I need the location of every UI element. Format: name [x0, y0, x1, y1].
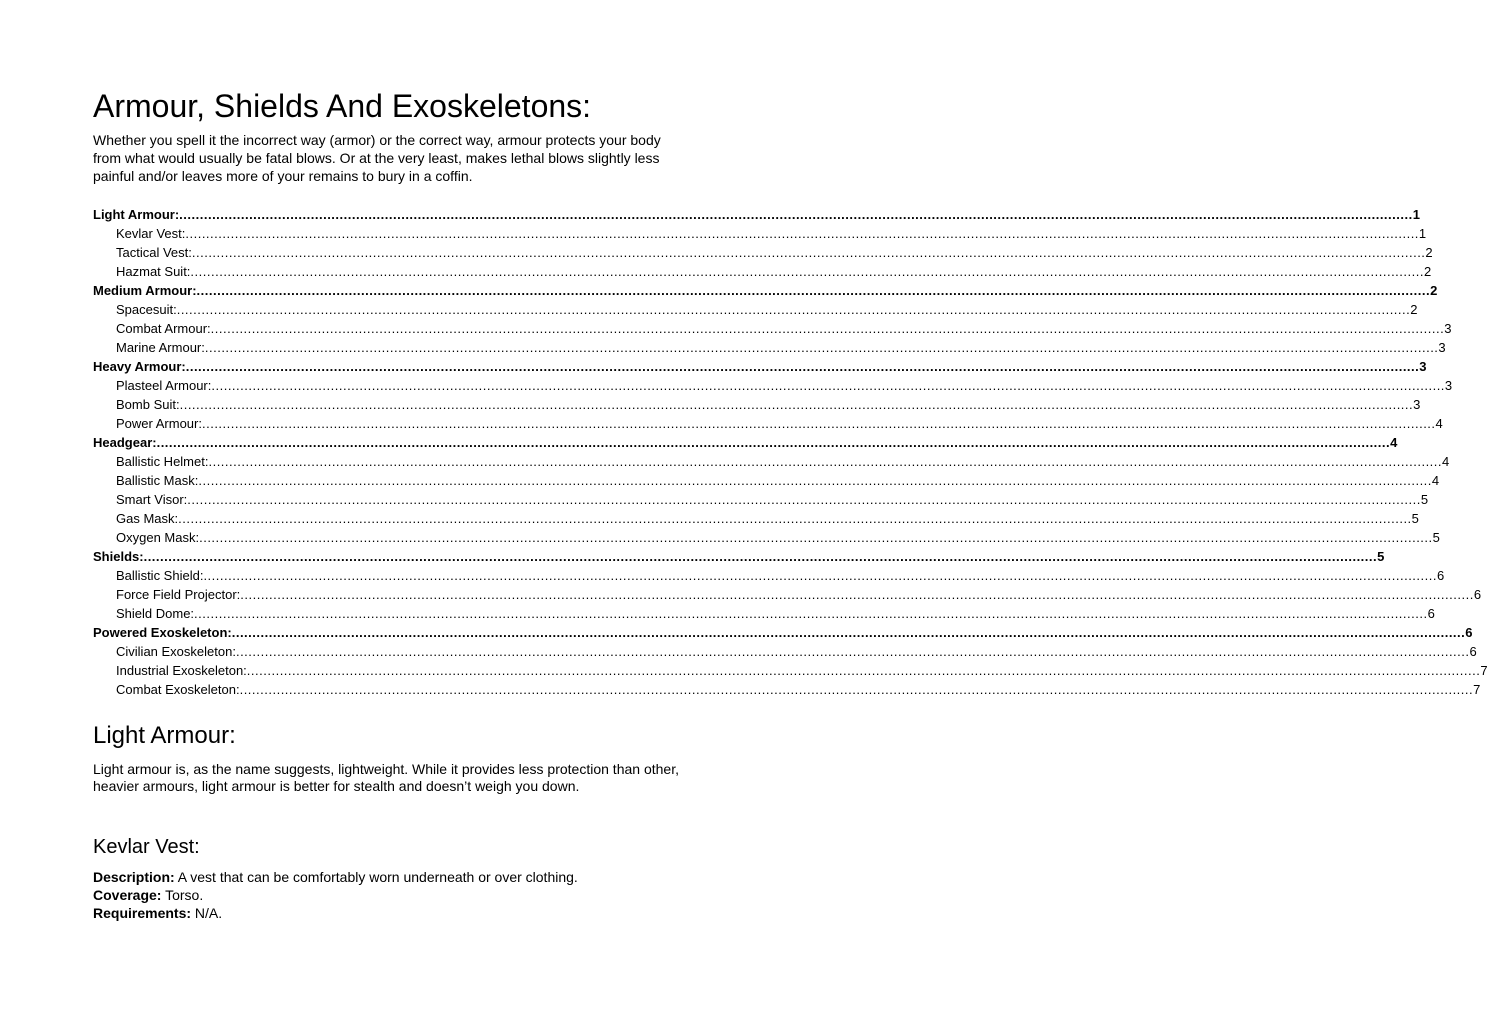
detail-value: N/A. — [191, 905, 223, 921]
toc-section-entry[interactable] — [93, 433, 1398, 452]
detail-row — [93, 868, 683, 886]
subsection-heading: Kevlar Vest: — [93, 836, 200, 858]
toc-page-number: 3 — [1444, 378, 1453, 393]
document-title: Armour, Shields And Exoskeletons: — [93, 88, 592, 124]
toc-entry-label: Powered Exoskeleton: — [93, 625, 232, 640]
toc-subsection-entry[interactable] — [93, 642, 1477, 661]
toc-entry-label: Ballistic Helmet: — [116, 454, 209, 469]
toc-subsection-entry[interactable] — [93, 395, 1421, 414]
table-of-contents — [93, 205, 1488, 699]
toc-entry-label: Tactical Vest: — [116, 245, 192, 260]
toc-dot-leader: ............................................................................................................................................................................................................................................................................................................ — [191, 245, 1426, 260]
toc-entry-label: Force Field Projector: — [116, 587, 241, 602]
toc-dot-leader: ............................................................................................................................................................................................................................................................................................................ — [235, 644, 1470, 659]
detail-label: Description: — [93, 869, 175, 885]
toc-dot-leader: ............................................................................................................................................................................................................................................................................................................ — [196, 283, 1431, 298]
toc-page-number: 3 — [1438, 340, 1446, 355]
toc-page-number: 7 — [1480, 663, 1488, 678]
item-details — [93, 868, 683, 922]
toc-dot-leader: ............................................................................................................................................................................................................................................................................................................ — [198, 473, 1432, 488]
toc-page-number: 6 — [1427, 606, 1435, 621]
toc-page-number: 4 — [1442, 454, 1450, 469]
toc-entry-label: Ballistic Mask: — [116, 473, 199, 488]
toc-dot-leader: ............................................................................................................................................................................................................................................................................................................ — [210, 321, 1445, 336]
toc-page-number: 6 — [1473, 587, 1482, 602]
toc-dot-leader: ............................................................................................................................................................................................................................................................................................................ — [240, 587, 1474, 602]
toc-dot-leader: ............................................................................................................................................................................................................................................................................................................ — [176, 302, 1411, 317]
toc-dot-leader: ............................................................................................................................................................................................................................................................................................................ — [246, 663, 1481, 678]
toc-page-number: 6 — [1436, 568, 1445, 583]
toc-dot-leader: ............................................................................................................................................................................................................................................................................................................ — [156, 435, 1391, 450]
toc-entry-label: Ballistic Shield: — [116, 568, 204, 583]
detail-value: A vest that can be comfortably worn underneath or over clothing. — [174, 869, 578, 885]
toc-dot-leader: ............................................................................................................................................................................................................................................................................................................ — [239, 682, 1474, 697]
detail-row — [93, 886, 683, 904]
toc-page-number: 6 — [1465, 625, 1473, 640]
toc-page-number: 5 — [1377, 549, 1385, 564]
toc-entry-label: Shields: — [93, 549, 144, 564]
toc-subsection-entry[interactable] — [93, 585, 1482, 604]
toc-page-number: 2 — [1423, 264, 1432, 279]
toc-page-number: 1 — [1418, 226, 1427, 241]
toc-subsection-entry[interactable] — [93, 338, 1446, 357]
toc-entry-label: Industrial Exoskeleton: — [116, 663, 247, 678]
toc-page-number: 3 — [1413, 397, 1421, 412]
toc-subsection-entry[interactable] — [93, 490, 1429, 509]
toc-page-number: 2 — [1425, 245, 1433, 260]
detail-label: Requirements: — [93, 905, 192, 921]
toc-dot-leader: ............................................................................................................................................................................................................................................................................................................ — [179, 397, 1414, 412]
toc-section-entry[interactable] — [93, 357, 1427, 376]
toc-dot-leader: ............................................................................................................................................................................................................................................................................................................ — [204, 340, 1439, 355]
toc-entry-label: Gas Mask: — [116, 511, 179, 526]
toc-entry-label: Combat Exoskeleton: — [116, 682, 240, 697]
section-paragraph: Light armour is, as the name suggests, lightweight. While it provides less protection than other, heavier armours, light armour is better for stealth and doesn’t weigh you down. — [93, 761, 679, 794]
toc-entry-label: Heavy Armour: — [93, 359, 186, 374]
detail-row — [93, 904, 683, 922]
toc-page-number: 2 — [1430, 283, 1438, 298]
toc-entry-label: Hazmat Suit: — [116, 264, 191, 279]
toc-entry-label: Shield Dome: — [116, 606, 195, 621]
toc-page-number: 5 — [1420, 492, 1429, 507]
toc-entry-label: Headgear: — [93, 435, 157, 450]
toc-section-entry[interactable] — [93, 205, 1420, 224]
toc-page-number: 3 — [1419, 359, 1427, 374]
toc-page-number: 4 — [1431, 473, 1440, 488]
toc-page-number: 3 — [1444, 321, 1452, 336]
toc-dot-leader: ............................................................................................................................................................................................................................................................................................................ — [194, 606, 1428, 621]
toc-dot-leader: ............................................................................................................................................................................................................................................................................................................ — [199, 530, 1433, 545]
toc-subsection-entry[interactable] — [93, 566, 1445, 585]
toc-dot-leader: ............................................................................................................................................................................................................................................................................................................ — [178, 511, 1412, 526]
toc-entry-label: Bomb Suit: — [116, 397, 180, 412]
toc-dot-leader: ............................................................................................................................................................................................................................................................................................................ — [190, 264, 1424, 279]
toc-entry-label: Marine Armour: — [116, 340, 205, 355]
toc-subsection-entry[interactable] — [93, 680, 1481, 699]
toc-entry-label: Civilian Exoskeleton: — [116, 644, 236, 659]
toc-entry-label: Spacesuit: — [116, 302, 177, 317]
toc-entry-label: Medium Armour: — [93, 283, 197, 298]
toc-section-entry[interactable] — [93, 547, 1385, 566]
toc-dot-leader: ............................................................................................................................................................................................................................................................................................................ — [208, 454, 1443, 469]
toc-subsection-entry[interactable] — [93, 243, 1433, 262]
toc-dot-leader: ............................................................................................................................................................................................................................................................................................................ — [187, 492, 1421, 507]
toc-page-number: 5 — [1432, 530, 1440, 545]
toc-entry-label: Plasteel Armour: — [116, 378, 212, 393]
toc-dot-leader: ............................................................................................................................................................................................................................................................................................................ — [231, 625, 1466, 640]
toc-subsection-entry[interactable] — [93, 262, 1432, 281]
toc-entry-label: Oxygen Mask: — [116, 530, 200, 545]
toc-dot-leader: ............................................................................................................................................................................................................................................................................................................ — [185, 226, 1419, 241]
toc-subsection-entry[interactable] — [93, 319, 1452, 338]
toc-entry-label: Light Armour: — [93, 207, 180, 222]
intro-paragraph: Whether you spell it the incorrect way (armor) or the correct way, armour protects your body from what would usually be fatal blows. Or at the very least, makes lethal blows slightly less painful and/or leaves more of your remains to bury in a coffin. — [93, 132, 661, 184]
toc-page-number: 7 — [1473, 682, 1481, 697]
toc-subsection-entry[interactable] — [93, 528, 1440, 547]
toc-entry-label: Smart Visor: — [116, 492, 188, 507]
toc-page-number: 4 — [1390, 435, 1398, 450]
toc-page-number: 1 — [1412, 207, 1420, 222]
toc-subsection-entry[interactable] — [93, 224, 1427, 243]
toc-dot-leader: ............................................................................................................................................................................................................................................................................................................ — [211, 378, 1445, 393]
toc-subsection-entry[interactable] — [93, 661, 1488, 680]
toc-dot-leader: ............................................................................................................................................................................................................................................................................................................ — [201, 416, 1436, 431]
toc-subsection-entry[interactable] — [93, 414, 1443, 433]
toc-section-entry[interactable] — [93, 623, 1473, 642]
section-heading: Light Armour: — [93, 722, 236, 749]
toc-page-number: 5 — [1411, 511, 1419, 526]
toc-entry-label: Kevlar Vest: — [116, 226, 186, 241]
toc-subsection-entry[interactable] — [93, 509, 1419, 528]
toc-dot-leader: ............................................................................................................................................................................................................................................................................................................ — [179, 207, 1413, 222]
detail-value: Torso. — [161, 887, 204, 903]
toc-dot-leader: ............................................................................................................................................................................................................................................................................................................ — [203, 568, 1437, 583]
toc-subsection-entry[interactable] — [93, 300, 1418, 319]
toc-entry-label: Power Armour: — [116, 416, 202, 431]
toc-page-number: 2 — [1410, 302, 1418, 317]
toc-subsection-entry[interactable] — [93, 452, 1450, 471]
detail-label: Coverage: — [93, 887, 162, 903]
toc-dot-leader: ............................................................................................................................................................................................................................................................................................................ — [143, 549, 1378, 564]
toc-page-number: 4 — [1435, 416, 1443, 431]
toc-subsection-entry[interactable] — [93, 604, 1435, 623]
toc-entry-label: Combat Armour: — [116, 321, 211, 336]
toc-page-number: 6 — [1469, 644, 1477, 659]
toc-dot-leader: ............................................................................................................................................................................................................................................................................................................ — [185, 359, 1420, 374]
toc-section-entry[interactable] — [93, 281, 1438, 300]
toc-subsection-entry[interactable] — [93, 471, 1440, 490]
toc-subsection-entry[interactable] — [93, 376, 1453, 395]
